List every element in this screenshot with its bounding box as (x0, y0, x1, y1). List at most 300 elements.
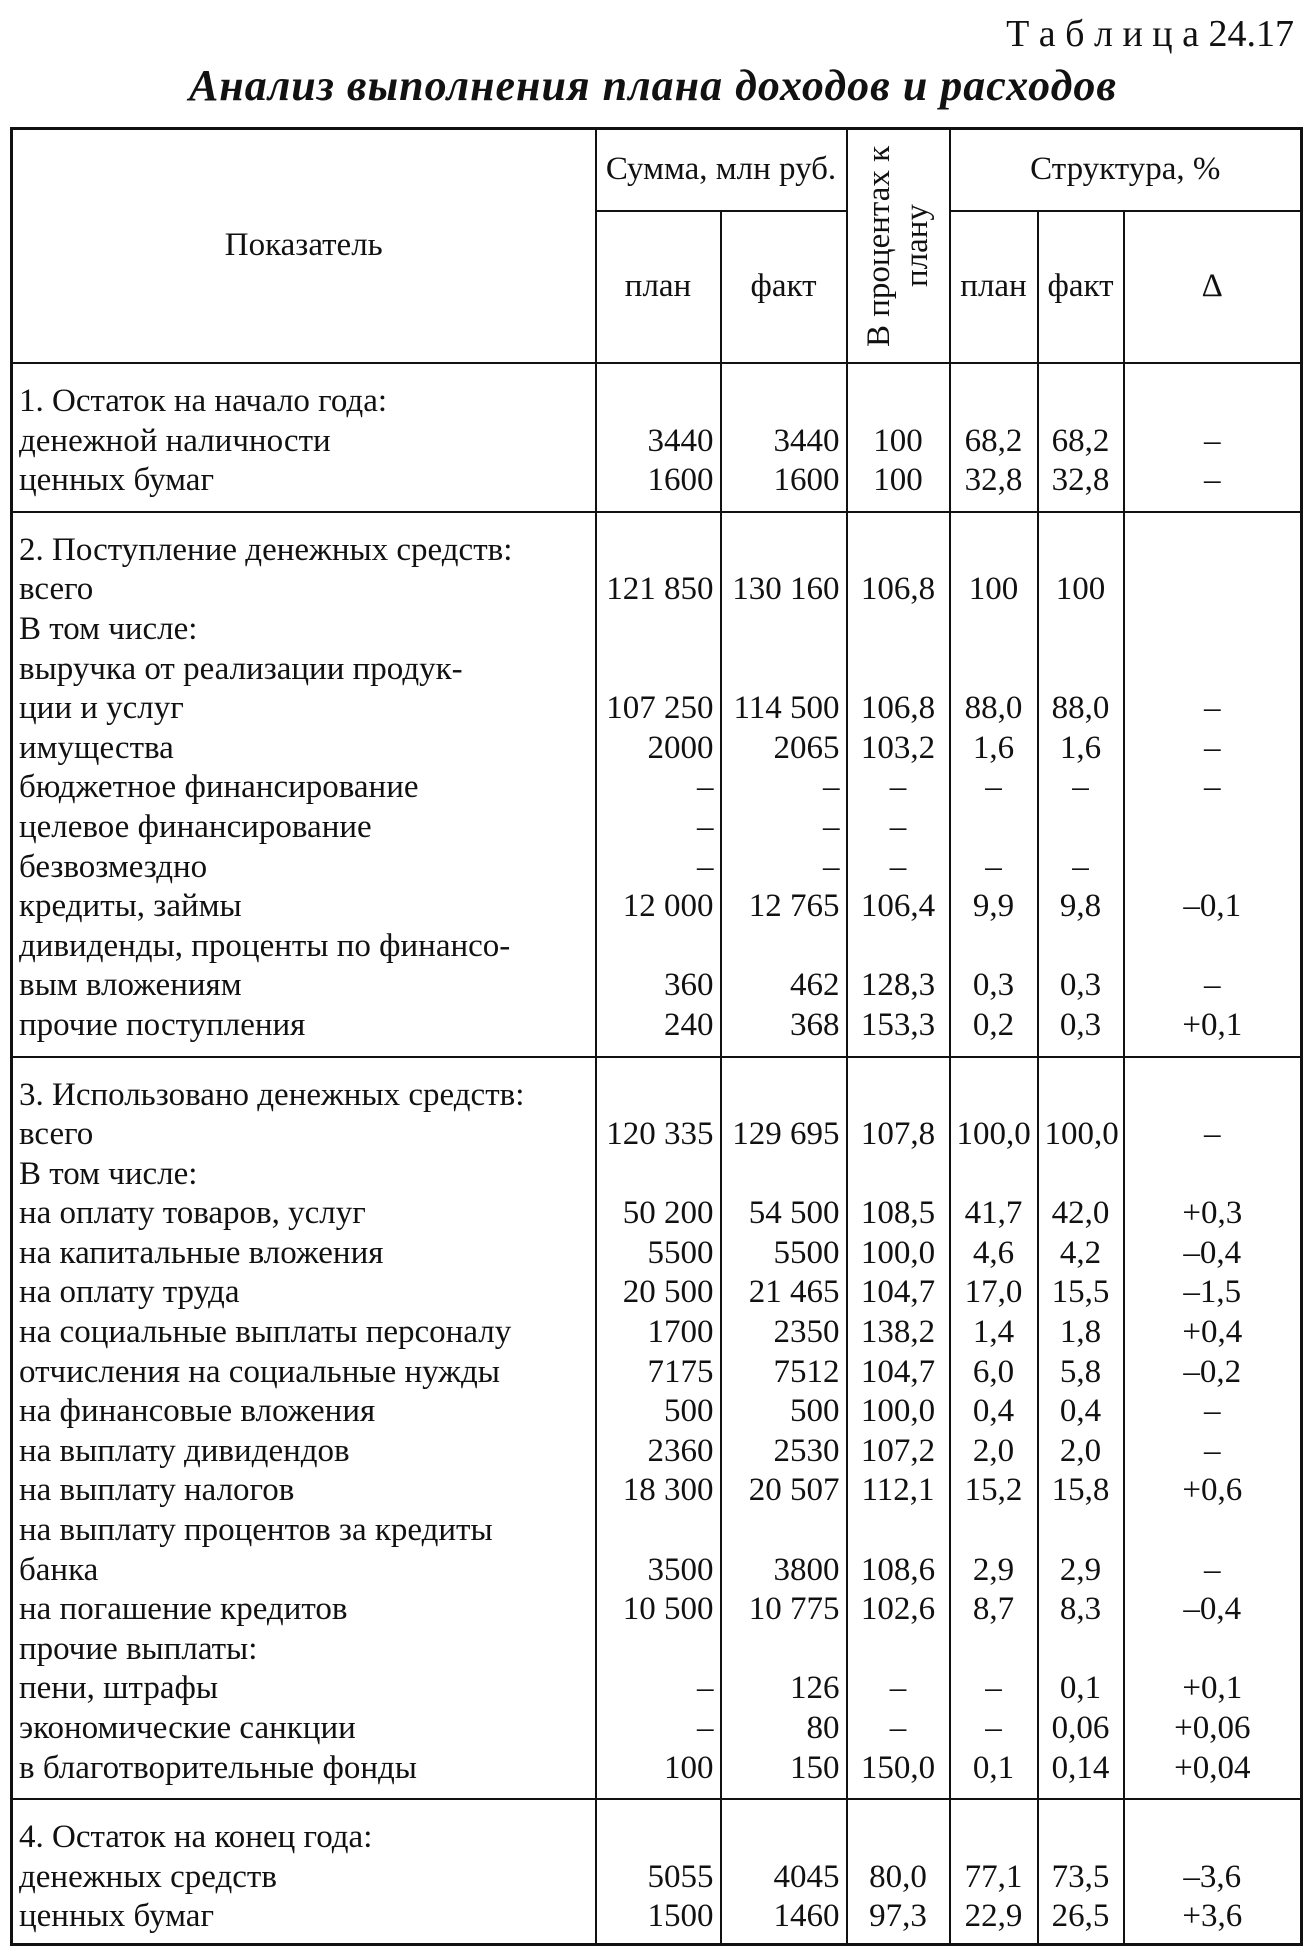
structure-fact: – (1038, 848, 1124, 888)
table-row (12, 422, 1302, 462)
table-row (12, 966, 1302, 1006)
fact-value (721, 1630, 847, 1670)
plan-value (596, 1511, 721, 1551)
table-row (12, 650, 1302, 690)
fact-value (721, 650, 847, 690)
structure-plan (950, 1799, 1038, 1858)
row-label: отчисления на социальные нужды (12, 1353, 596, 1393)
fact-value: 2350 (721, 1313, 847, 1353)
plan-value: 240 (596, 1006, 721, 1057)
structure-delta: +0,1 (1124, 1006, 1302, 1057)
fact-value: 2530 (721, 1432, 847, 1472)
plan-value: – (596, 1709, 721, 1749)
structure-plan: 17,0 (950, 1273, 1038, 1313)
structure-delta: – (1124, 768, 1302, 808)
structure-delta (1124, 808, 1302, 848)
plan-value: 3500 (596, 1551, 721, 1591)
structure-plan: 100,0 (950, 1115, 1038, 1155)
table-row (12, 927, 1302, 967)
structure-delta: – (1124, 966, 1302, 1006)
fact-value: 4045 (721, 1858, 847, 1898)
table-row (12, 1551, 1302, 1591)
structure-plan: 100 (950, 570, 1038, 610)
structure-plan: 22,9 (950, 1897, 1038, 1944)
fact-value: 5500 (721, 1234, 847, 1274)
percent-of-plan: 108,6 (847, 1551, 950, 1591)
structure-plan: 9,9 (950, 887, 1038, 927)
fact-value: 7512 (721, 1353, 847, 1393)
table-row (12, 887, 1302, 927)
table-row (12, 1590, 1302, 1630)
structure-delta: – (1124, 729, 1302, 769)
table-row (12, 1194, 1302, 1234)
structure-fact: 2,0 (1038, 1432, 1124, 1472)
table-row (12, 1273, 1302, 1313)
plan-value: 120 335 (596, 1115, 721, 1155)
fact-value (721, 1057, 847, 1116)
structure-fact: 4,2 (1038, 1234, 1124, 1274)
structure-delta: – (1124, 1551, 1302, 1591)
percent-of-plan: – (847, 1709, 950, 1749)
header-structure-plan: план (950, 211, 1038, 363)
structure-delta: – (1124, 422, 1302, 462)
table-row (12, 1709, 1302, 1749)
structure-plan: – (950, 1709, 1038, 1749)
row-label: денежных средств (12, 1858, 596, 1898)
percent-of-plan (847, 363, 950, 422)
percent-of-plan: 103,2 (847, 729, 950, 769)
row-label: на оплату товаров, услуг (12, 1194, 596, 1234)
table-row (12, 1511, 1302, 1551)
structure-fact: 26,5 (1038, 1897, 1124, 1944)
percent-of-plan (847, 1155, 950, 1195)
structure-delta (1124, 610, 1302, 650)
structure-fact: 9,8 (1038, 887, 1124, 927)
percent-of-plan: 100,0 (847, 1392, 950, 1432)
fact-value: 368 (721, 1006, 847, 1057)
fact-value (721, 610, 847, 650)
structure-fact: 15,5 (1038, 1273, 1124, 1313)
row-label: целевое финансирование (12, 808, 596, 848)
table-row (12, 1234, 1302, 1274)
structure-plan: 2,0 (950, 1432, 1038, 1472)
plan-value (596, 1155, 721, 1195)
plan-value: – (596, 808, 721, 848)
percent-of-plan: 97,3 (847, 1897, 950, 1944)
fact-value: 150 (721, 1749, 847, 1800)
percent-of-plan: 153,3 (847, 1006, 950, 1057)
structure-plan: – (950, 768, 1038, 808)
row-label: бюджетное финансирование (12, 768, 596, 808)
fact-value (721, 363, 847, 422)
table-row (12, 1897, 1302, 1944)
plan-value: – (596, 768, 721, 808)
structure-fact (1038, 512, 1124, 571)
table-row (12, 461, 1302, 512)
fact-value (721, 1511, 847, 1551)
structure-delta: +0,1 (1124, 1669, 1302, 1709)
structure-plan: 0,3 (950, 966, 1038, 1006)
structure-fact (1038, 363, 1124, 422)
row-label: 3. Использовано денежных средств: (12, 1057, 596, 1116)
structure-plan: – (950, 848, 1038, 888)
plan-value: 50 200 (596, 1194, 721, 1234)
row-label: кредиты, займы (12, 887, 596, 927)
structure-fact: 0,4 (1038, 1392, 1124, 1432)
row-label: банка (12, 1551, 596, 1591)
structure-plan: 1,6 (950, 729, 1038, 769)
fact-value: 462 (721, 966, 847, 1006)
structure-delta (1124, 848, 1302, 888)
row-label: на погашение кредитов (12, 1590, 596, 1630)
structure-delta: +0,4 (1124, 1313, 1302, 1353)
percent-of-plan (847, 610, 950, 650)
header-percent-plan-text: В процентах к плану (861, 145, 935, 347)
plan-value (596, 927, 721, 967)
table-row (12, 1392, 1302, 1432)
table-row (12, 1799, 1302, 1858)
percent-of-plan (847, 1630, 950, 1670)
table-body (12, 363, 1302, 1944)
header-plan: план (596, 211, 721, 363)
structure-fact: 0,1 (1038, 1669, 1124, 1709)
fact-value: 2065 (721, 729, 847, 769)
fact-value: 500 (721, 1392, 847, 1432)
header-percent-plan (847, 129, 950, 364)
structure-fact: 2,9 (1038, 1551, 1124, 1591)
plan-value (596, 363, 721, 422)
row-label: В том числе: (12, 610, 596, 650)
fact-value (721, 927, 847, 967)
structure-fact: 1,8 (1038, 1313, 1124, 1353)
plan-value (596, 610, 721, 650)
structure-delta (1124, 570, 1302, 610)
table-row (12, 1471, 1302, 1511)
structure-fact (1038, 1511, 1124, 1551)
plan-value: 2360 (596, 1432, 721, 1472)
row-label: всего (12, 570, 596, 610)
percent-of-plan: – (847, 848, 950, 888)
structure-fact: 1,6 (1038, 729, 1124, 769)
structure-plan: 2,9 (950, 1551, 1038, 1591)
structure-plan: 32,8 (950, 461, 1038, 512)
structure-plan: 77,1 (950, 1858, 1038, 1898)
structure-plan: 6,0 (950, 1353, 1038, 1393)
structure-delta (1124, 1630, 1302, 1670)
fact-value: – (721, 848, 847, 888)
percent-of-plan: 100 (847, 422, 950, 462)
structure-fact (1038, 610, 1124, 650)
plan-value: 107 250 (596, 689, 721, 729)
structure-delta: +3,6 (1124, 1897, 1302, 1944)
row-label: в благотворительные фонды (12, 1749, 596, 1800)
percent-of-plan: 107,8 (847, 1115, 950, 1155)
structure-plan (950, 808, 1038, 848)
structure-fact: 0,06 (1038, 1709, 1124, 1749)
structure-fact: 73,5 (1038, 1858, 1124, 1898)
row-label: на финансовые вложения (12, 1392, 596, 1432)
percent-of-plan (847, 1511, 950, 1551)
structure-delta (1124, 1057, 1302, 1116)
structure-delta (1124, 1511, 1302, 1551)
structure-plan (950, 927, 1038, 967)
table-title: Анализ выполнения плана доходов и расходов (188, 61, 1118, 110)
fact-value: 3440 (721, 422, 847, 462)
table-row (12, 363, 1302, 422)
table-header (12, 129, 1302, 364)
plan-value: 2000 (596, 729, 721, 769)
percent-of-plan (847, 512, 950, 571)
structure-delta: –0,2 (1124, 1353, 1302, 1393)
plan-value: 7175 (596, 1353, 721, 1393)
percent-of-plan: – (847, 768, 950, 808)
fact-value: – (721, 768, 847, 808)
structure-fact: 5,8 (1038, 1353, 1124, 1393)
row-label: 4. Остаток на конец года: (12, 1799, 596, 1858)
structure-delta (1124, 927, 1302, 967)
structure-fact: 0,3 (1038, 1006, 1124, 1057)
fact-value: 114 500 (721, 689, 847, 729)
table-row (12, 1669, 1302, 1709)
plan-value: 20 500 (596, 1273, 721, 1313)
structure-delta: – (1124, 1392, 1302, 1432)
header-fact: факт (721, 211, 847, 363)
fact-value: 126 (721, 1669, 847, 1709)
fact-value: 21 465 (721, 1273, 847, 1313)
percent-of-plan: 106,8 (847, 570, 950, 610)
row-label: на выплату процентов за кредиты (12, 1511, 596, 1551)
structure-delta (1124, 1799, 1302, 1858)
structure-fact (1038, 1799, 1124, 1858)
structure-delta: –0,4 (1124, 1234, 1302, 1274)
row-label: на оплату труда (12, 1273, 596, 1313)
row-label: на капитальные вложения (12, 1234, 596, 1274)
structure-plan (950, 610, 1038, 650)
fact-value: 12 765 (721, 887, 847, 927)
structure-plan: 8,7 (950, 1590, 1038, 1630)
structure-fact: 42,0 (1038, 1194, 1124, 1234)
fact-value: 1600 (721, 461, 847, 512)
percent-of-plan: 80,0 (847, 1858, 950, 1898)
structure-delta: +0,06 (1124, 1709, 1302, 1749)
structure-plan (950, 1155, 1038, 1195)
percent-of-plan: 102,6 (847, 1590, 950, 1630)
row-label: 2. Поступление денежных средств: (12, 512, 596, 571)
plan-value: 18 300 (596, 1471, 721, 1511)
structure-fact: 100 (1038, 570, 1124, 610)
plan-value: 360 (596, 966, 721, 1006)
structure-plan: 0,2 (950, 1006, 1038, 1057)
row-label: на выплату дивидендов (12, 1432, 596, 1472)
percent-of-plan: 106,8 (847, 689, 950, 729)
row-label: прочие выплаты: (12, 1630, 596, 1670)
structure-delta (1124, 1155, 1302, 1195)
income-expense-table (10, 127, 1303, 1946)
plan-value (596, 512, 721, 571)
structure-plan: 0,4 (950, 1392, 1038, 1432)
table-row (12, 1630, 1302, 1670)
row-label: ции и услуг (12, 689, 596, 729)
fact-value: 80 (721, 1709, 847, 1749)
percent-of-plan (847, 650, 950, 690)
plan-value: 3440 (596, 422, 721, 462)
structure-plan: – (950, 1669, 1038, 1709)
fact-value: 20 507 (721, 1471, 847, 1511)
row-label: ценных бумаг (12, 1897, 596, 1944)
fact-value (721, 1155, 847, 1195)
percent-of-plan: 138,2 (847, 1313, 950, 1353)
plan-value: – (596, 848, 721, 888)
plan-value (596, 1799, 721, 1858)
table-row (12, 1115, 1302, 1155)
fact-value (721, 512, 847, 571)
table-row (12, 1858, 1302, 1898)
structure-plan (950, 1630, 1038, 1670)
fact-value: 1460 (721, 1897, 847, 1944)
structure-fact (1038, 808, 1124, 848)
percent-of-plan: 104,7 (847, 1273, 950, 1313)
structure-delta: – (1124, 1115, 1302, 1155)
table-row (12, 1749, 1302, 1800)
plan-value: 12 000 (596, 887, 721, 927)
table-row (12, 512, 1302, 571)
structure-plan: 1,4 (950, 1313, 1038, 1353)
row-label: безвозмездно (12, 848, 596, 888)
structure-delta (1124, 650, 1302, 690)
fact-value (721, 1799, 847, 1858)
structure-plan: 41,7 (950, 1194, 1038, 1234)
fact-value: – (721, 808, 847, 848)
structure-delta: – (1124, 689, 1302, 729)
percent-of-plan (847, 927, 950, 967)
structure-fact: 8,3 (1038, 1590, 1124, 1630)
structure-fact: 0,3 (1038, 966, 1124, 1006)
plan-value: 5055 (596, 1858, 721, 1898)
fact-value: 54 500 (721, 1194, 847, 1234)
structure-plan: 88,0 (950, 689, 1038, 729)
plan-value: 121 850 (596, 570, 721, 610)
percent-of-plan: 128,3 (847, 966, 950, 1006)
plan-value: 500 (596, 1392, 721, 1432)
structure-plan (950, 650, 1038, 690)
structure-fact (1038, 927, 1124, 967)
percent-of-plan: 108,5 (847, 1194, 950, 1234)
row-label: прочие поступления (12, 1006, 596, 1057)
plan-value: 1500 (596, 1897, 721, 1944)
structure-plan: 0,1 (950, 1749, 1038, 1800)
plan-value: 1700 (596, 1313, 721, 1353)
table-row (12, 1006, 1302, 1057)
percent-of-plan (847, 1799, 950, 1858)
structure-fact: 15,8 (1038, 1471, 1124, 1511)
structure-delta: –1,5 (1124, 1273, 1302, 1313)
structure-delta (1124, 363, 1302, 422)
percent-of-plan: 104,7 (847, 1353, 950, 1393)
plan-value: 100 (596, 1749, 721, 1800)
structure-delta: –3,6 (1124, 1858, 1302, 1898)
table-row (12, 768, 1302, 808)
structure-plan: 15,2 (950, 1471, 1038, 1511)
table-row (12, 610, 1302, 650)
structure-delta: – (1124, 1432, 1302, 1472)
table-row (12, 729, 1302, 769)
row-label: выручка от реализации продук- (12, 650, 596, 690)
percent-of-plan: – (847, 808, 950, 848)
row-label: всего (12, 1115, 596, 1155)
plan-value: – (596, 1669, 721, 1709)
table-number: Т а б л и ц а 24.17 (1006, 13, 1294, 55)
fact-value: 10 775 (721, 1590, 847, 1630)
plan-value (596, 650, 721, 690)
structure-plan: 68,2 (950, 422, 1038, 462)
plan-value (596, 1057, 721, 1116)
table-row (12, 1432, 1302, 1472)
row-label: на выплату налогов (12, 1471, 596, 1511)
row-label: на социальные выплаты персоналу (12, 1313, 596, 1353)
percent-of-plan: 112,1 (847, 1471, 950, 1511)
structure-delta: +0,04 (1124, 1749, 1302, 1800)
structure-delta: +0,6 (1124, 1471, 1302, 1511)
structure-fact: 100,0 (1038, 1115, 1124, 1155)
structure-fact: 32,8 (1038, 461, 1124, 512)
table-row (12, 1155, 1302, 1195)
plan-value: 5500 (596, 1234, 721, 1274)
structure-fact (1038, 650, 1124, 690)
percent-of-plan: 100 (847, 461, 950, 512)
row-label: денежной наличности (12, 422, 596, 462)
percent-of-plan: 100,0 (847, 1234, 950, 1274)
structure-plan: 4,6 (950, 1234, 1038, 1274)
row-label: пени, штрафы (12, 1669, 596, 1709)
structure-plan (950, 1057, 1038, 1116)
structure-delta (1124, 512, 1302, 571)
percent-of-plan: 107,2 (847, 1432, 950, 1472)
row-label: ценных бумаг (12, 461, 596, 512)
fact-value: 129 695 (721, 1115, 847, 1155)
structure-fact (1038, 1057, 1124, 1116)
header-structure-fact: факт (1038, 211, 1124, 363)
structure-fact (1038, 1630, 1124, 1670)
structure-fact: – (1038, 768, 1124, 808)
table-row (12, 1313, 1302, 1353)
structure-delta: +0,3 (1124, 1194, 1302, 1234)
row-label: 1. Остаток на начало года: (12, 363, 596, 422)
structure-fact: 0,14 (1038, 1749, 1124, 1800)
header-delta: Δ (1124, 211, 1302, 363)
structure-fact: 68,2 (1038, 422, 1124, 462)
header-sum-group: Сумма, млн руб. (596, 129, 847, 212)
table-row (12, 808, 1302, 848)
plan-value: 1600 (596, 461, 721, 512)
structure-delta: –0,4 (1124, 1590, 1302, 1630)
row-label: В том числе: (12, 1155, 596, 1195)
structure-plan (950, 512, 1038, 571)
header-structure-group: Структура, % (950, 129, 1302, 212)
table-row (12, 1057, 1302, 1116)
structure-delta: –0,1 (1124, 887, 1302, 927)
fact-value: 3800 (721, 1551, 847, 1591)
structure-plan (950, 363, 1038, 422)
structure-delta: – (1124, 461, 1302, 512)
row-label: дивиденды, проценты по финансо- (12, 927, 596, 967)
table-row (12, 1353, 1302, 1393)
row-label: имущества (12, 729, 596, 769)
header-indicator: Показатель (12, 129, 596, 364)
structure-fact: 88,0 (1038, 689, 1124, 729)
row-label: вым вложениям (12, 966, 596, 1006)
table-row (12, 570, 1302, 610)
structure-plan (950, 1511, 1038, 1551)
